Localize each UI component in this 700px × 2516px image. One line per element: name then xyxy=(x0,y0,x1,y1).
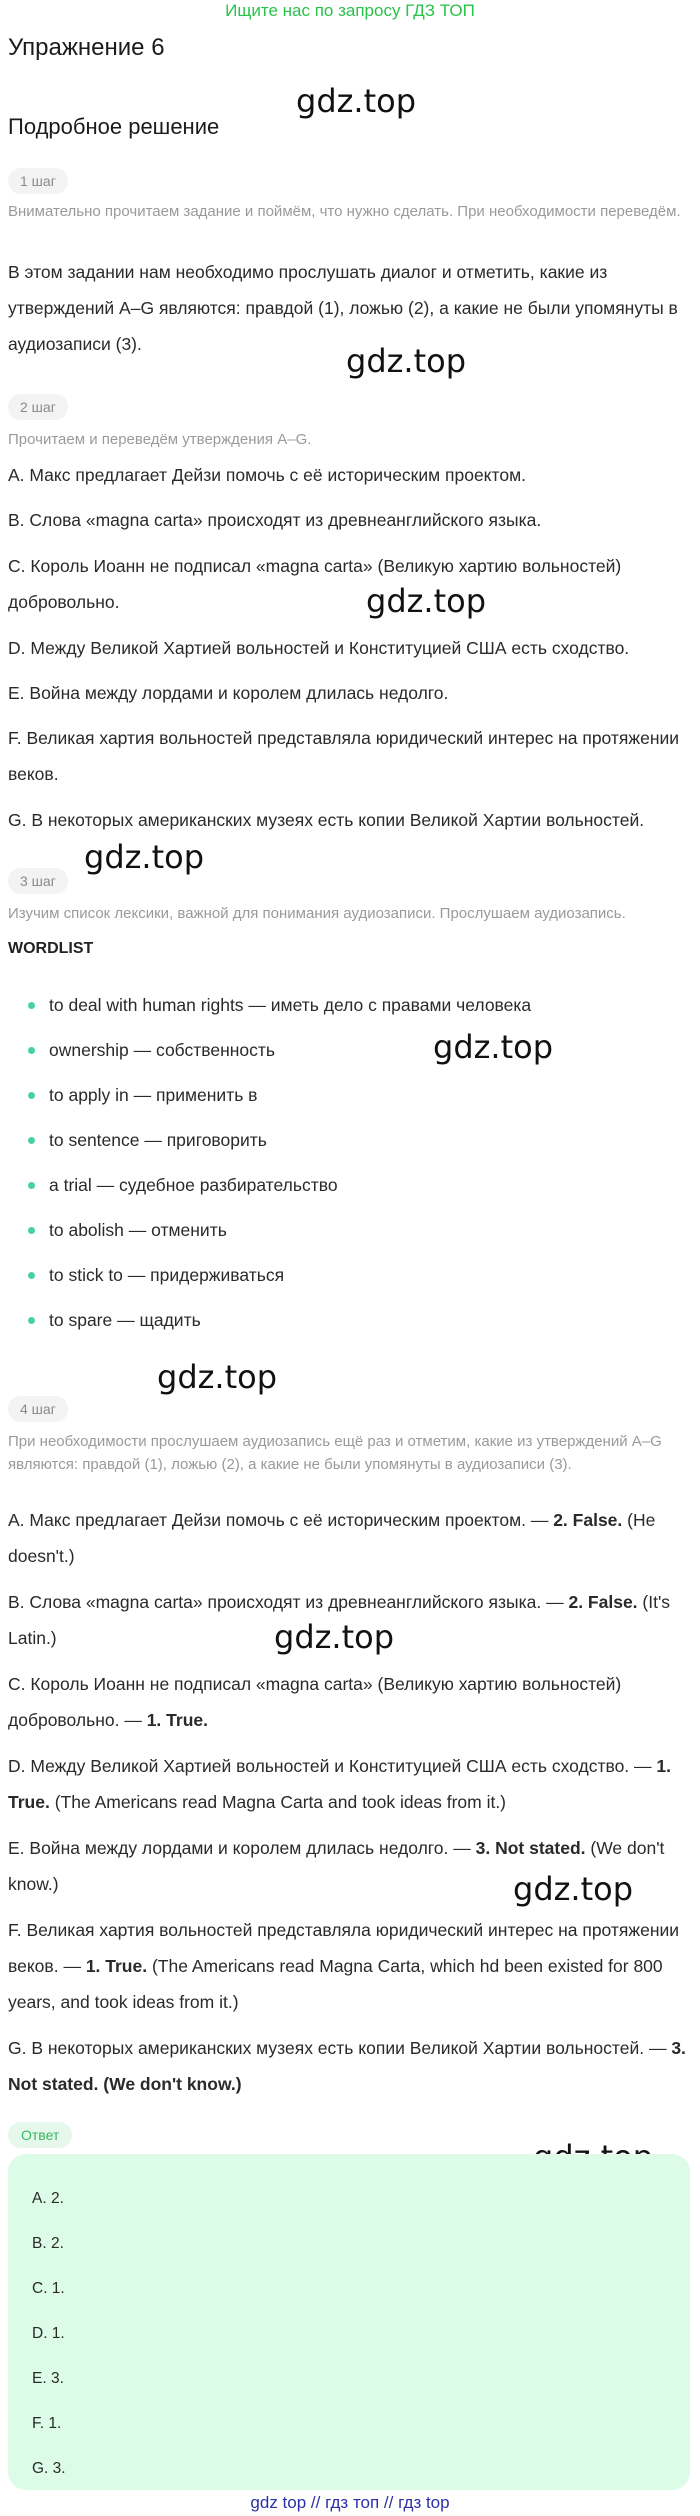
step-hint: Прочитаем и переведём утверждения A–G. xyxy=(8,431,312,448)
footer-links[interactable]: gdz top // гдз топ // гдз top xyxy=(250,2493,450,2512)
wordlist-title: WORDLIST xyxy=(8,940,94,957)
wordlist-item xyxy=(0,1217,700,1243)
watermark: gdz.top xyxy=(513,1870,634,1908)
step-badge: 1 шаг xyxy=(8,168,68,194)
bullet-icon xyxy=(28,1002,35,1009)
answer-badge: Ответ xyxy=(8,2122,72,2148)
wordlist-item xyxy=(0,1262,700,1288)
statement-a: A. Макс предлагает Дейзи помочь с её историческим проектом. xyxy=(8,465,526,485)
answer-item: B. 2. xyxy=(32,2235,64,2252)
wordlist-text: ownership — собственность xyxy=(49,1040,276,1060)
bullet-icon xyxy=(28,1272,35,1279)
bullet-icon xyxy=(28,1227,35,1234)
wordlist-text: to spare — щадить xyxy=(49,1310,201,1330)
result-f: F. Великая хартия вольностей представляла юридический интерес на протяжении веков. — 1. True. (The Americans read Magna Carta, which hd been existed for 800 years, and took ideas from it.) xyxy=(8,1920,680,2012)
bullet-icon xyxy=(28,1047,35,1054)
result-c: C. Король Иоанн не подписал «magna carta» (Великую хартию вольностей) добровольно. — 1. True. xyxy=(8,1674,622,1730)
answer-item: A. 2. xyxy=(32,2190,64,2207)
wordlist-text: to sentence — приговорить xyxy=(49,1130,267,1150)
wordlist-item xyxy=(0,1127,700,1153)
watermark: gdz.top xyxy=(433,1028,554,1066)
bullet-icon xyxy=(28,1092,35,1099)
watermark: gdz.top xyxy=(84,838,205,876)
result-a: A. Макс предлагает Дейзи помочь с её историческим проектом. — 2. False. (He doesn't.) xyxy=(8,1510,656,1566)
wordlist-item xyxy=(0,1307,700,1333)
answer-item: E. 3. xyxy=(32,2370,64,2387)
step-badge: 3 шаг xyxy=(8,868,68,894)
step-hint: Внимательно прочитаем задание и поймём, что нужно сделать. При необходимости переведём. xyxy=(8,203,681,220)
watermark: gdz.top xyxy=(296,82,417,120)
wordlist-text: to abolish — отменить xyxy=(49,1220,227,1240)
wordlist-item xyxy=(0,1037,700,1063)
result-e: E. Война между лордами и королем длилась недолго. — 3. Not stated. (We don't know.) xyxy=(8,1838,665,1894)
statement-g: G. В некоторых американских музеях есть копии Великой Хартии вольностей. xyxy=(8,810,645,830)
step-badge: 2 шаг xyxy=(8,394,68,420)
top-banner[interactable]: Ищите нас по запросу ГДЗ ТОП xyxy=(225,1,475,20)
statement-d: D. Между Великой Хартией вольностей и Конституцией США есть сходство. xyxy=(8,638,630,658)
result-g: G. В некоторых американских музеях есть копии Великой Хартии вольностей. — 3. Not stated. (We don't know.) xyxy=(8,2038,686,2094)
wordlist-item xyxy=(0,992,700,1018)
wordlist-text: a trial — судебное разбирательство xyxy=(49,1175,338,1195)
result-b: B. Слова «magna carta» происходят из древнеанглийского языка. — 2. False. (It's Latin.) xyxy=(8,1592,671,1648)
wordlist-item xyxy=(0,1082,700,1108)
watermark: gdz.top xyxy=(274,1618,395,1656)
wordlist-text: to deal with human rights — иметь дело с правами человека xyxy=(49,995,532,1015)
page-title: Упражнение 6 xyxy=(8,34,165,61)
section-title: Подробное решение xyxy=(8,114,220,139)
wordlist-item xyxy=(0,1172,700,1198)
statement-b: B. Слова «magna carta» происходят из древнеанглийского языка. xyxy=(8,510,542,530)
statement-f: F. Великая хартия вольностей представляла юридический интерес на протяжении веков. xyxy=(8,728,680,784)
watermark: gdz.top xyxy=(157,1358,278,1396)
watermark: gdz.top xyxy=(366,582,487,620)
bullet-icon xyxy=(28,1137,35,1144)
answer-item: G. 3. xyxy=(32,2460,66,2477)
bullet-icon xyxy=(28,1317,35,1324)
result-d: D. Между Великой Хартией вольностей и Конституцией США есть сходство. — 1. True. (The Americans read Magna Carta and took ideas from it.) xyxy=(8,1756,672,1812)
wordlist-text: to apply in — применить в xyxy=(49,1085,258,1105)
statement-e: E. Война между лордами и королем длилась недолго. xyxy=(8,683,449,703)
step-hint: При необходимости прослушаем аудиозапись ещё раз и отметим, какие из утверждений A–G являются: правдой (1), ложью (2), а какие не были упомянуты в аудиозаписи (3). xyxy=(8,1433,662,1473)
answer-item: D. 1. xyxy=(32,2325,65,2342)
answer-item: C. 1. xyxy=(32,2280,65,2297)
answer-item: F. 1. xyxy=(32,2415,62,2432)
step-text: В этом задании нам необходимо прослушать диалог и отметить, какие из утверждений A–G являются: правдой (1), ложью (2), а какие не были упомянуты в аудиозаписи (3). xyxy=(8,262,678,354)
wordlist-text: to stick to — придерживаться xyxy=(49,1265,285,1285)
bullet-icon xyxy=(28,1182,35,1189)
watermark: gdz.top xyxy=(346,342,467,380)
step-badge: 4 шаг xyxy=(8,1396,68,1422)
answer-box xyxy=(8,2154,690,2490)
statement-c: C. Король Иоанн не подписал «magna carta» (Великую хартию вольностей) добровольно. xyxy=(8,556,622,612)
step-hint: Изучим список лексики, важной для понимания аудиозаписи. Прослушаем аудиозапись. xyxy=(8,905,626,922)
